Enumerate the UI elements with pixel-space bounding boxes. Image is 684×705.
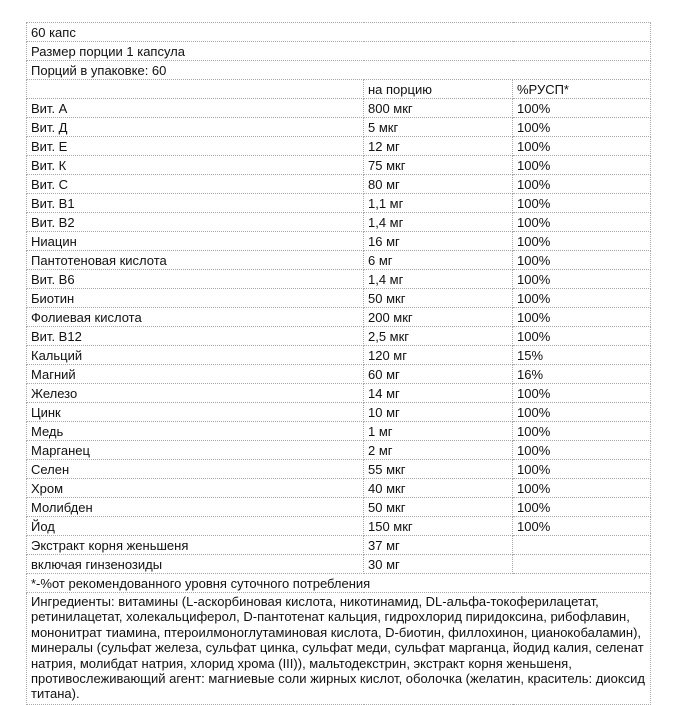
nutrient-amount: 150 мкг xyxy=(364,517,513,536)
nutrient-dv: 100% xyxy=(513,498,651,517)
nutrient-dv: 100% xyxy=(513,194,651,213)
nutrient-row xyxy=(27,194,651,213)
nutrient-name: Хром xyxy=(27,479,364,498)
nutrient-name: включая гинзенозиды xyxy=(27,555,364,574)
nutrient-dv: 16% xyxy=(513,365,651,384)
nutrient-dv: 100% xyxy=(513,213,651,232)
nutrient-row xyxy=(27,118,651,137)
nutrient-row xyxy=(27,555,651,574)
nutrient-dv: 100% xyxy=(513,441,651,460)
nutrient-name: Кальций xyxy=(27,346,364,365)
nutrient-name: Фолиевая кислота xyxy=(27,308,364,327)
nutrient-amount: 50 мкг xyxy=(364,498,513,517)
nutrient-amount: 2 мг xyxy=(364,441,513,460)
nutrient-amount: 80 мг xyxy=(364,175,513,194)
nutrient-dv: 100% xyxy=(513,403,651,422)
nutrient-row xyxy=(27,175,651,194)
supplement-facts-table xyxy=(26,22,651,705)
nutrient-row xyxy=(27,308,651,327)
nutrient-amount: 55 мкг xyxy=(364,460,513,479)
nutrient-dv: 100% xyxy=(513,422,651,441)
nutrient-name: Экстракт корня женьшеня xyxy=(27,536,364,555)
nutrient-row xyxy=(27,384,651,403)
nutrient-name: Вит. К xyxy=(27,156,364,175)
nutrient-row xyxy=(27,365,651,384)
nutrient-dv: 100% xyxy=(513,289,651,308)
nutrient-dv: 100% xyxy=(513,251,651,270)
nutrient-row xyxy=(27,213,651,232)
nutrient-row xyxy=(27,479,651,498)
nutrient-amount: 10 мг xyxy=(364,403,513,422)
nutrient-name: Вит. В2 xyxy=(27,213,364,232)
servings-per-container-row xyxy=(27,61,651,80)
nutrient-amount: 16 мг xyxy=(364,232,513,251)
nutrient-row xyxy=(27,536,651,555)
nutrient-name: Вит. В1 xyxy=(27,194,364,213)
nutrient-amount: 1,4 мг xyxy=(364,213,513,232)
nutrient-amount: 1,1 мг xyxy=(364,194,513,213)
nutrient-row xyxy=(27,517,651,536)
nutrient-row xyxy=(27,327,651,346)
nutrient-amount: 120 мг xyxy=(364,346,513,365)
ingredients-text: Ингредиенты: витамины (L-аскорбиновая кислота, никотинамид, DL-альфа-токоферилацетат, ретинилацетат, холекальциферол, D-пантотенат кальция, гидрохлорид пиридоксина, рибофлавин, мононитрат тиамина, птероилмоноглутаминовая кислота, D-биотин, филлохинон, цианокобаламин), минералы (сульфат железа, сульфат цинка, сульфат меди, сульфат марганца, йодид калия, селенат натрия, молибдат натрия, хлорид хрома (III)), мальтодекстрин, экстракт корня женьшеня, противослеживающий агент: магниевые соли жирных кислот, оболочка (желатин, краситель: диоксид титана). xyxy=(27,593,651,705)
nutrient-name: Йод xyxy=(27,517,364,536)
nutrient-row xyxy=(27,422,651,441)
nutrient-amount: 800 мкг xyxy=(364,99,513,118)
nutrient-name: Вит. В6 xyxy=(27,270,364,289)
nutrient-row xyxy=(27,232,651,251)
nutrient-amount: 75 мкг xyxy=(364,156,513,175)
column-header-amount: на порцию xyxy=(364,80,513,99)
package-row xyxy=(27,23,651,42)
nutrient-name: Вит. В12 xyxy=(27,327,364,346)
nutrient-amount: 200 мкг xyxy=(364,308,513,327)
servings-per-container: Порций в упаковке: 60 xyxy=(27,61,651,80)
nutrient-row xyxy=(27,270,651,289)
nutrient-name: Вит. С xyxy=(27,175,364,194)
nutrient-dv: 100% xyxy=(513,156,651,175)
nutrient-amount: 50 мкг xyxy=(364,289,513,308)
column-header-row xyxy=(27,80,651,99)
nutrient-row xyxy=(27,441,651,460)
nutrient-dv: 100% xyxy=(513,308,651,327)
nutrient-name: Марганец xyxy=(27,441,364,460)
nutrient-dv: 100% xyxy=(513,232,651,251)
package-size: 60 капс xyxy=(27,23,651,42)
nutrient-name: Вит. Е xyxy=(27,137,364,156)
nutrient-dv: 100% xyxy=(513,270,651,289)
footnote: *-%от рекомендованного уровня суточного потребления xyxy=(27,574,651,593)
nutrient-dv: 100% xyxy=(513,118,651,137)
nutrient-name: Селен xyxy=(27,460,364,479)
nutrient-row xyxy=(27,498,651,517)
column-header-name xyxy=(27,80,364,99)
nutrient-row xyxy=(27,403,651,422)
nutrient-amount: 5 мкг xyxy=(364,118,513,137)
nutrient-dv xyxy=(513,536,651,555)
nutrient-row xyxy=(27,137,651,156)
nutrient-name: Пантотеновая кислота xyxy=(27,251,364,270)
nutrient-amount: 40 мкг xyxy=(364,479,513,498)
nutrient-dv: 100% xyxy=(513,479,651,498)
nutrient-name: Биотин xyxy=(27,289,364,308)
ingredients-row xyxy=(27,593,651,705)
nutrient-dv: 100% xyxy=(513,460,651,479)
nutrient-amount: 14 мг xyxy=(364,384,513,403)
footnote-row xyxy=(27,574,651,593)
nutrient-dv: 15% xyxy=(513,346,651,365)
nutrient-row xyxy=(27,251,651,270)
nutrient-name: Ниацин xyxy=(27,232,364,251)
nutrient-dv: 100% xyxy=(513,384,651,403)
nutrient-name: Магний xyxy=(27,365,364,384)
nutrient-name: Железо xyxy=(27,384,364,403)
nutrient-row xyxy=(27,346,651,365)
nutrient-amount: 1,4 мг xyxy=(364,270,513,289)
nutrient-amount: 6 мг xyxy=(364,251,513,270)
supplement-facts xyxy=(26,22,651,705)
serving-size: Размер порции 1 капсула xyxy=(27,42,651,61)
nutrient-dv: 100% xyxy=(513,327,651,346)
nutrient-dv: 100% xyxy=(513,175,651,194)
nutrient-dv: 100% xyxy=(513,137,651,156)
nutrient-name: Молибден xyxy=(27,498,364,517)
nutrient-amount: 37 мг xyxy=(364,536,513,555)
nutrient-name: Вит. Д xyxy=(27,118,364,137)
serving-size-row xyxy=(27,42,651,61)
nutrient-row xyxy=(27,289,651,308)
column-header-dv: %РУСП* xyxy=(513,80,651,99)
nutrient-amount: 30 мг xyxy=(364,555,513,574)
nutrient-name: Медь xyxy=(27,422,364,441)
nutrient-amount: 60 мг xyxy=(364,365,513,384)
nutrient-row xyxy=(27,460,651,479)
nutrient-name: Вит. А xyxy=(27,99,364,118)
nutrient-dv: 100% xyxy=(513,99,651,118)
nutrient-dv xyxy=(513,555,651,574)
nutrient-row xyxy=(27,156,651,175)
nutrient-amount: 12 мг xyxy=(364,137,513,156)
nutrient-dv: 100% xyxy=(513,517,651,536)
nutrient-amount: 2,5 мкг xyxy=(364,327,513,346)
nutrient-name: Цинк xyxy=(27,403,364,422)
nutrient-amount: 1 мг xyxy=(364,422,513,441)
nutrient-row xyxy=(27,99,651,118)
